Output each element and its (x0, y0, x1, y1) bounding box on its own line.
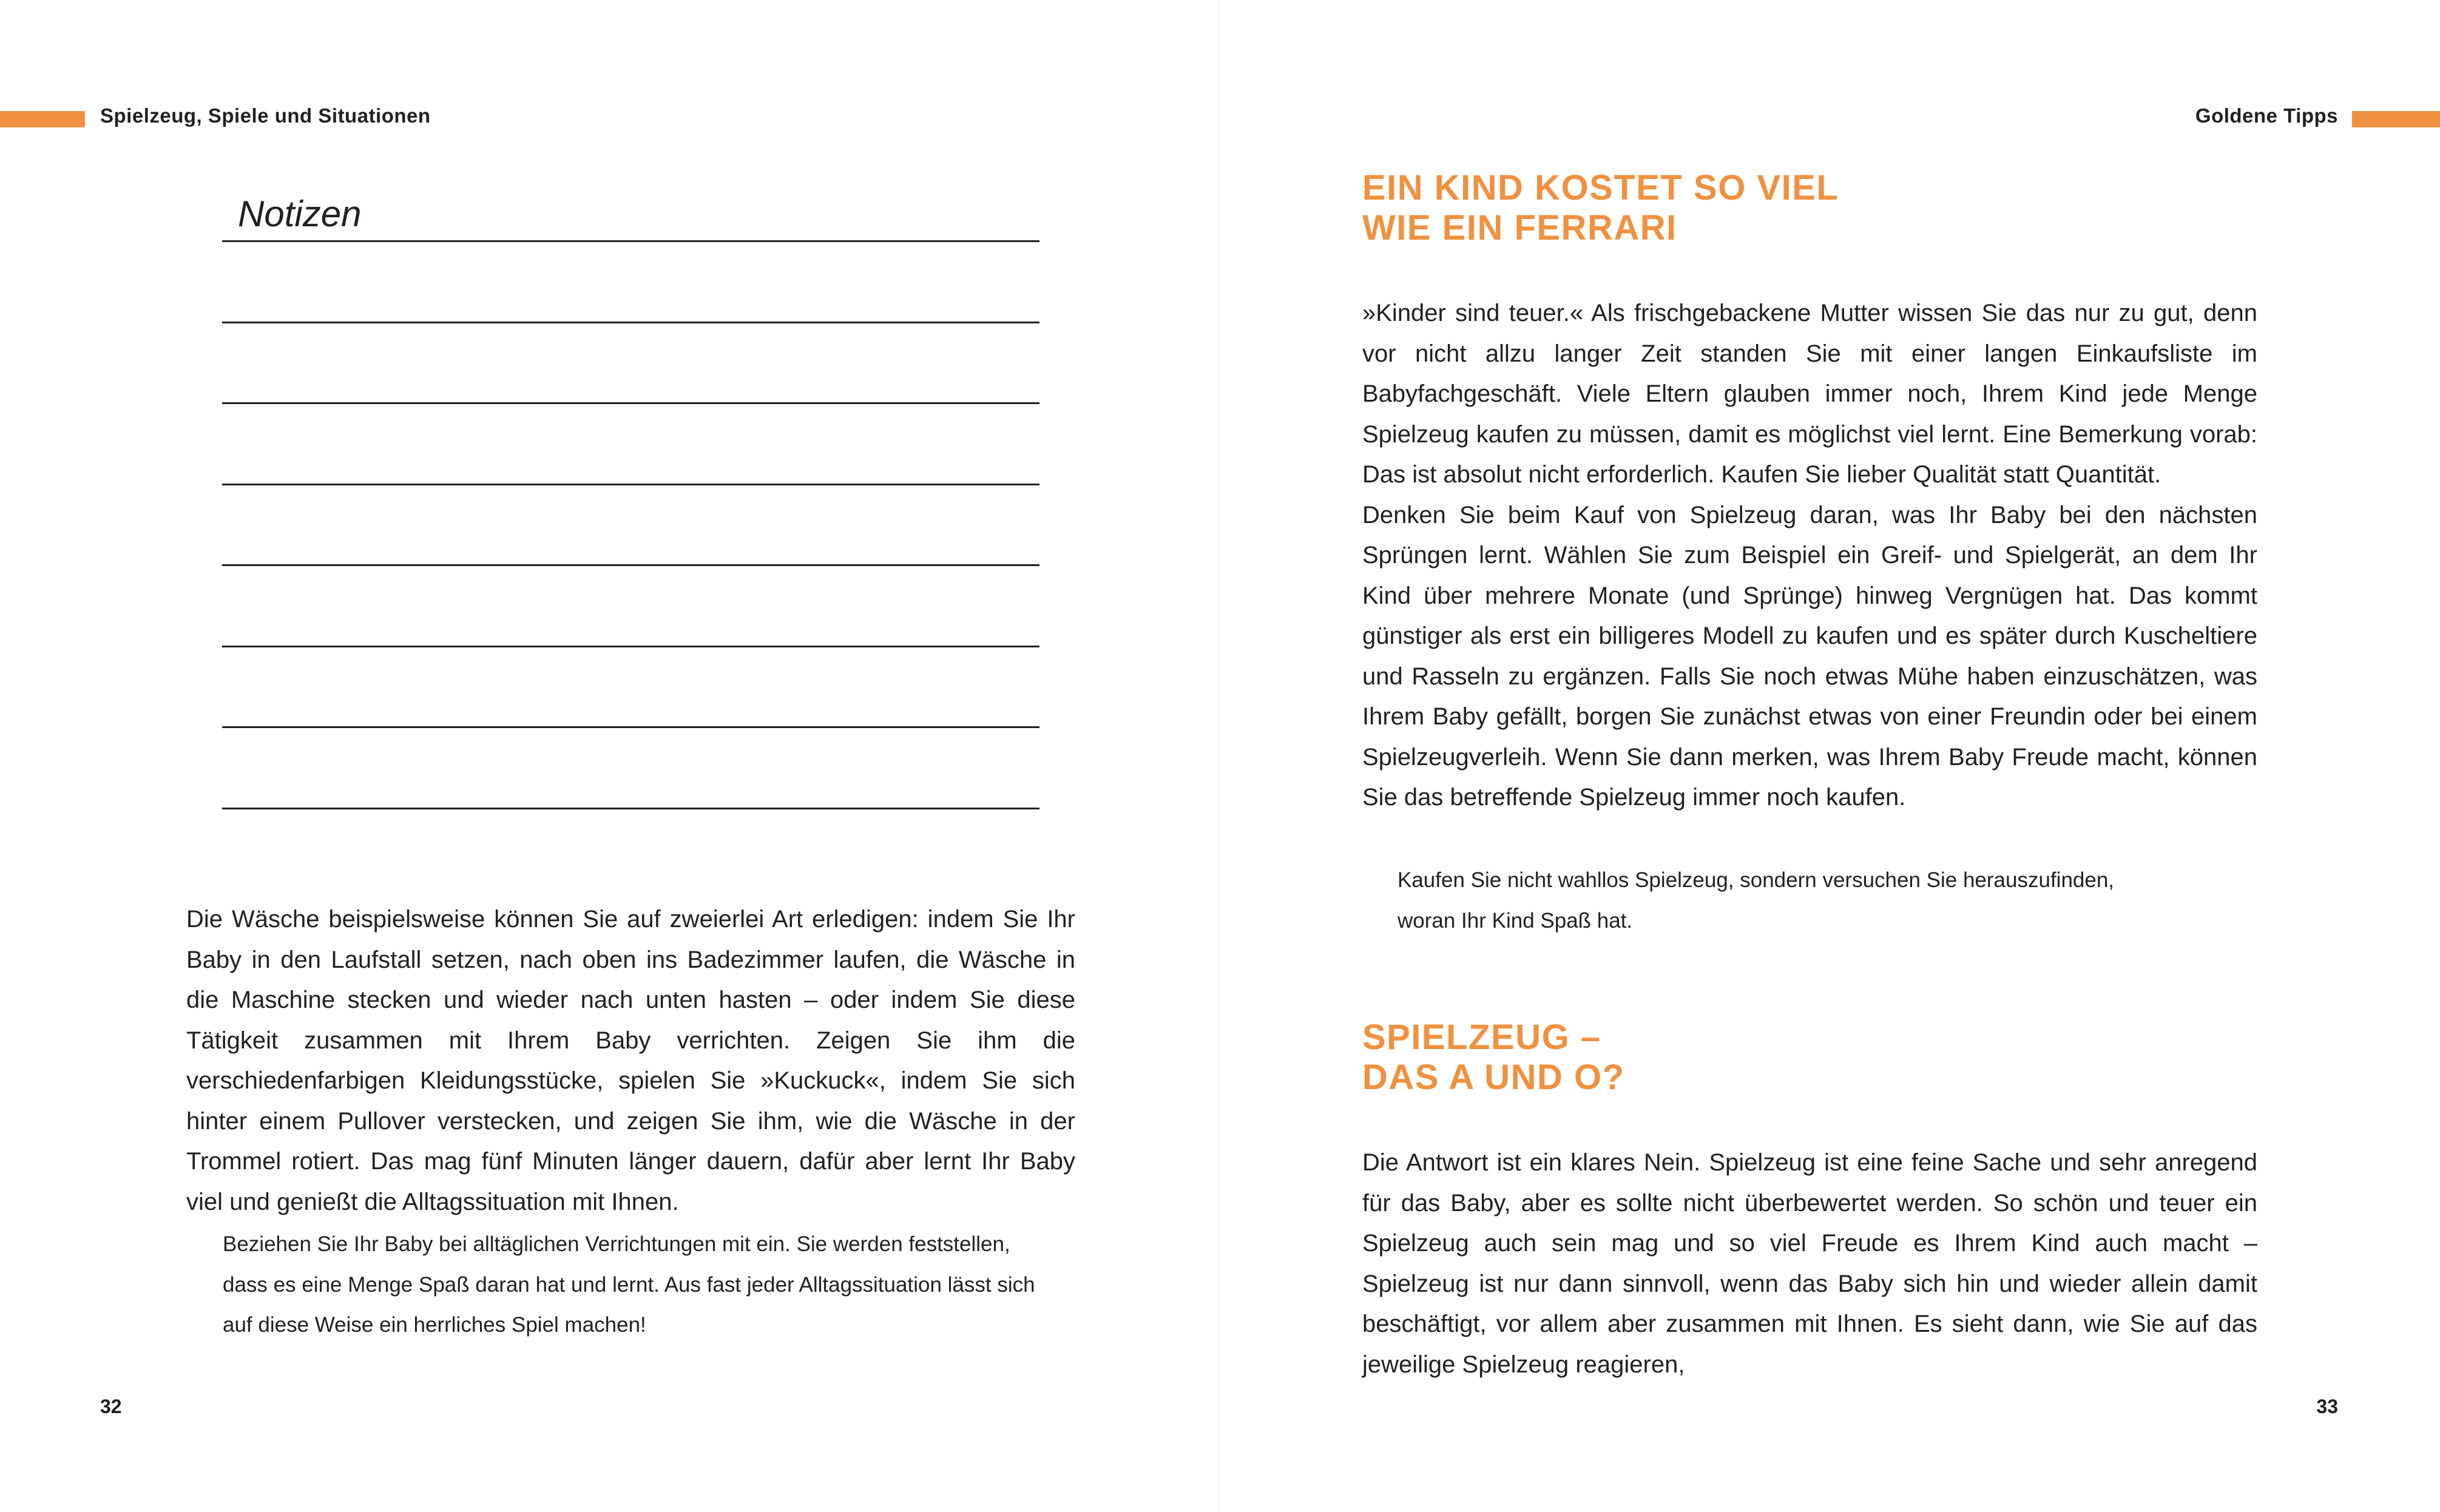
body-paragraph: »Kinder sind teuer.« Als frischgebackene Mutter wissen Sie das nur zu gut, denn vor nicht allzu langer Zeit standen Sie mit einer langen Einkaufsliste im Babyfachgeschäft. Viele Eltern glauben immer noch, Ihrem Kind jede Menge Spielzeug kaufen zu müssen, damit es möglichst viel lernt. Eine Bemerkung vorab: Das ist absolut nicht erforderlich. Kaufen Sie lieber Qualität statt Quantität. (1362, 300, 2257, 488)
tip-box: Beziehen Sie Ihr Baby bei alltäglichen Verrichtungen mit ein. Sie werden feststellen, dass es eine Menge Spaß daran hat und lernt. Aus fast jeder Alltagssituation lässt sich auf diese Weise ein herrliches Spiel machen! (223, 1232, 1035, 1337)
body-text-block (1362, 293, 2257, 818)
running-header: Spielzeug, Spiele und Situationen (100, 104, 431, 127)
page-number: 33 (2316, 1396, 2338, 1417)
note-line (222, 564, 1039, 566)
note-line (222, 726, 1039, 728)
notes-title: Notizen (238, 194, 362, 234)
note-line (222, 402, 1039, 404)
note-line (222, 322, 1039, 323)
page-number: 32 (100, 1396, 122, 1417)
section-heading (1362, 168, 1839, 248)
running-header: Goldene Tipps (2195, 104, 2338, 127)
tip-box: Kaufen Sie nicht wahllos Spielzeug, sondern versuchen Sie herauszufinden, woran Ihr Kind Spaß hat. (1397, 868, 2115, 933)
note-line (222, 646, 1039, 647)
note-line (222, 240, 1039, 242)
body-paragraph: Die Wäsche beispielsweise können Sie auf zweierlei Art erledigen: indem Sie Ihr Baby in den Laufstall setzen, nach oben ins Badezimmer laufen, die Wäsche in die Maschine stecken und wieder nach unten hasten – oder indem Sie diese Tätigkeit zusammen mit Ihrem Baby verrichten. Zeigen Sie ihm die verschiedenfarbigen Kleidungsstücke, spielen Sie »Kuckuck«, indem Sie sich hinter einem Pullover verstecken, und zeigen Sie ihm, wie die Wäsche in der Trommel rotiert. Das mag fünf Minuten länger dauern, dafür aber lernt Ihr Baby viel und genießt die Alltagssituation mit Ihnen. (186, 906, 1075, 1215)
header-accent-bar (2352, 111, 2440, 127)
note-line (222, 484, 1039, 485)
body-paragraph: Denken Sie beim Kauf von Spielzeug daran, was Ihr Baby bei den nächsten Sprüngen lernt. Wählen Sie zum Beispiel ein Greif- und Spielgerät, an dem Ihr Kind über mehrere Monate (und Sprünge) hinweg Vergnügen hat. Das kommt günstiger als erst ein billigeres Modell zu kaufen und es später durch Kuscheltiere und Rasseln zu ergänzen. Falls Sie noch etwas Mühe haben einzuschätzen, was Ihrem Baby gefällt, borgen Sie zunächst etwas von einer Freundin oder bei einem Spielzeugverleih. Wenn Sie dann merken, was Ihrem Baby Freude macht, können Sie das betreffende Spielzeug immer noch kaufen. (1362, 501, 2257, 811)
heading-line: WIE EIN FERRARI (1362, 208, 1677, 248)
body-paragraph: Die Antwort ist ein klares Nein. Spielzeug ist eine feine Sache und sehr anregend für das Baby, aber es sollte nicht überbewertet werden. So schön und teuer ein Spielzeug auch sein mag und so viel Freude es Ihrem Kind auch macht – Spielzeug ist nur dann sinnvoll, wenn das Baby sich hin und wieder allein damit beschäftigt, vor allem aber zusammen mit Ihnen. Es sieht dann, wie Sie auf das jeweilige Spielzeug reagieren, (1362, 1149, 2257, 1378)
heading-line: DAS A UND O? (1362, 1058, 1625, 1097)
note-line (222, 808, 1039, 809)
heading-line: EIN KIND KOSTET SO VIEL (1362, 168, 1839, 208)
section-heading (1362, 1018, 1625, 1098)
heading-line: SPIELZEUG – (1362, 1018, 1601, 1057)
header-accent-bar (0, 111, 85, 127)
right-page (1220, 0, 2440, 1512)
